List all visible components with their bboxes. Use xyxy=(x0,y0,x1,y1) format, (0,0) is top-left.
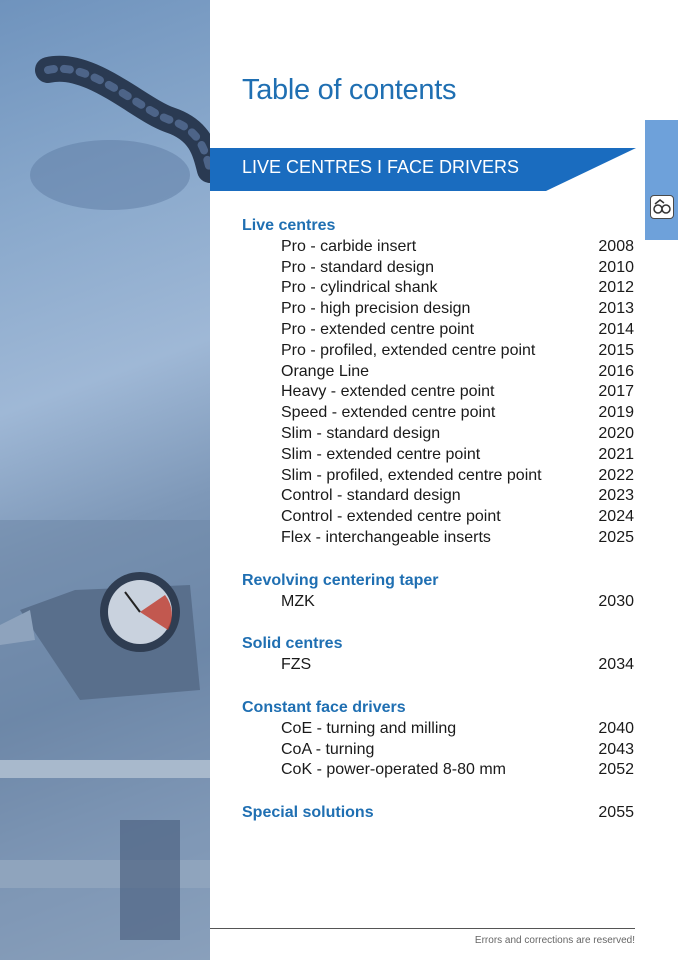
section-heading[interactable] xyxy=(242,803,634,824)
entry-label: CoK - power-operated 8-80 mm xyxy=(281,761,506,779)
section-title: Solid centres xyxy=(242,635,343,653)
toc-entry[interactable] xyxy=(242,740,634,761)
toc-entry[interactable] xyxy=(242,486,634,507)
toc-entry[interactable] xyxy=(242,237,634,258)
toc-section xyxy=(242,698,634,781)
entry-page-number: 2019 xyxy=(598,404,634,422)
entry-page-number: 2014 xyxy=(598,320,634,338)
toc-entry[interactable] xyxy=(242,592,634,613)
machine-photo xyxy=(0,0,210,960)
entry-label: Pro - cylindrical shank xyxy=(281,279,438,297)
toc-entry[interactable] xyxy=(242,760,634,781)
entry-label: Pro - carbide insert xyxy=(281,237,417,255)
entry-page-number: 2034 xyxy=(598,656,634,674)
banner-label: LIVE CENTRES I FACE DRIVERS xyxy=(242,157,520,177)
entry-page-number: 2023 xyxy=(598,487,634,505)
section-title: Revolving centering taper xyxy=(242,571,439,589)
section-heading[interactable] xyxy=(242,634,634,655)
entry-label: Heavy - extended centre point xyxy=(281,383,495,401)
section-page-number: 2055 xyxy=(598,804,634,822)
entry-page-number: 2008 xyxy=(598,237,634,255)
table-of-contents xyxy=(242,216,634,824)
toc-section xyxy=(242,571,634,613)
toc-entry[interactable] xyxy=(242,341,634,362)
entry-label: Speed - extended centre point xyxy=(281,404,496,422)
entry-page-number: 2022 xyxy=(598,466,634,484)
section-title: Live centres xyxy=(242,217,336,234)
entry-label: Pro - high precision design xyxy=(281,300,471,318)
entry-label: Control - standard design xyxy=(281,487,461,505)
toc-section xyxy=(242,803,634,824)
entry-page-number: 2043 xyxy=(598,740,634,758)
entry-page-number: 2040 xyxy=(598,719,634,737)
entry-page-number: 2030 xyxy=(598,592,634,610)
entry-label: Slim - extended centre point xyxy=(281,445,481,463)
toc-entry[interactable] xyxy=(242,466,634,487)
toc-entry[interactable] xyxy=(242,362,634,383)
entry-label: Pro - extended centre point xyxy=(281,320,475,338)
toc-entry[interactable] xyxy=(242,507,634,528)
toc-entry[interactable] xyxy=(242,278,634,299)
entry-label: Pro - standard design xyxy=(281,258,434,276)
section-heading[interactable] xyxy=(242,216,634,237)
toc-entry[interactable] xyxy=(242,258,634,279)
section-banner xyxy=(210,148,636,191)
entry-page-number: 2016 xyxy=(598,362,634,380)
footer-divider xyxy=(210,928,635,929)
toc-entry[interactable] xyxy=(242,382,634,403)
entry-page-number: 2021 xyxy=(598,445,634,463)
entry-label: Slim - standard design xyxy=(281,424,441,442)
entry-label: Pro - profiled, extended centre point xyxy=(281,341,536,359)
entry-page-number: 2024 xyxy=(598,508,634,526)
section-heading[interactable] xyxy=(242,571,634,592)
toc-section xyxy=(242,216,634,549)
section-heading[interactable] xyxy=(242,698,634,719)
toc-entry[interactable] xyxy=(242,424,634,445)
entry-label: Flex - interchangeable inserts xyxy=(281,528,491,546)
toc-entry[interactable] xyxy=(242,445,634,466)
section-title: Constant face drivers xyxy=(242,698,406,716)
entry-page-number: 2012 xyxy=(598,279,634,297)
toc-section xyxy=(242,634,634,676)
chapter-tab[interactable] xyxy=(645,120,678,240)
entry-page-number: 2010 xyxy=(598,258,634,276)
entry-page-number: 2020 xyxy=(598,424,634,442)
entry-label: Orange Line xyxy=(281,362,370,380)
section-title: Special solutions xyxy=(242,804,374,822)
live-centre-thumbnail-icon xyxy=(650,195,674,219)
entry-label: FZS xyxy=(281,656,312,674)
toc-entry[interactable] xyxy=(242,719,634,740)
entry-label: Control - extended centre point xyxy=(281,508,501,526)
entry-label: Slim - profiled, extended centre point xyxy=(281,466,542,484)
toc-entry[interactable] xyxy=(242,299,634,320)
entry-page-number: 2025 xyxy=(598,528,634,546)
entry-page-number: 2015 xyxy=(598,341,634,359)
entry-label: MZK xyxy=(281,592,315,610)
entry-page-number: 2017 xyxy=(598,383,634,401)
toc-entry[interactable] xyxy=(242,528,634,549)
entry-page-number: 2052 xyxy=(598,761,634,779)
toc-entry[interactable] xyxy=(242,655,634,676)
toc-entry[interactable] xyxy=(242,320,634,341)
entry-label: CoA - turning xyxy=(281,740,375,758)
entry-page-number: 2013 xyxy=(598,300,634,318)
toc-entry[interactable] xyxy=(242,403,634,424)
page-title: Table of contents xyxy=(242,74,457,106)
entry-label: CoE - turning and milling xyxy=(281,719,457,737)
footer-note: Errors and corrections are reserved! xyxy=(474,935,635,946)
